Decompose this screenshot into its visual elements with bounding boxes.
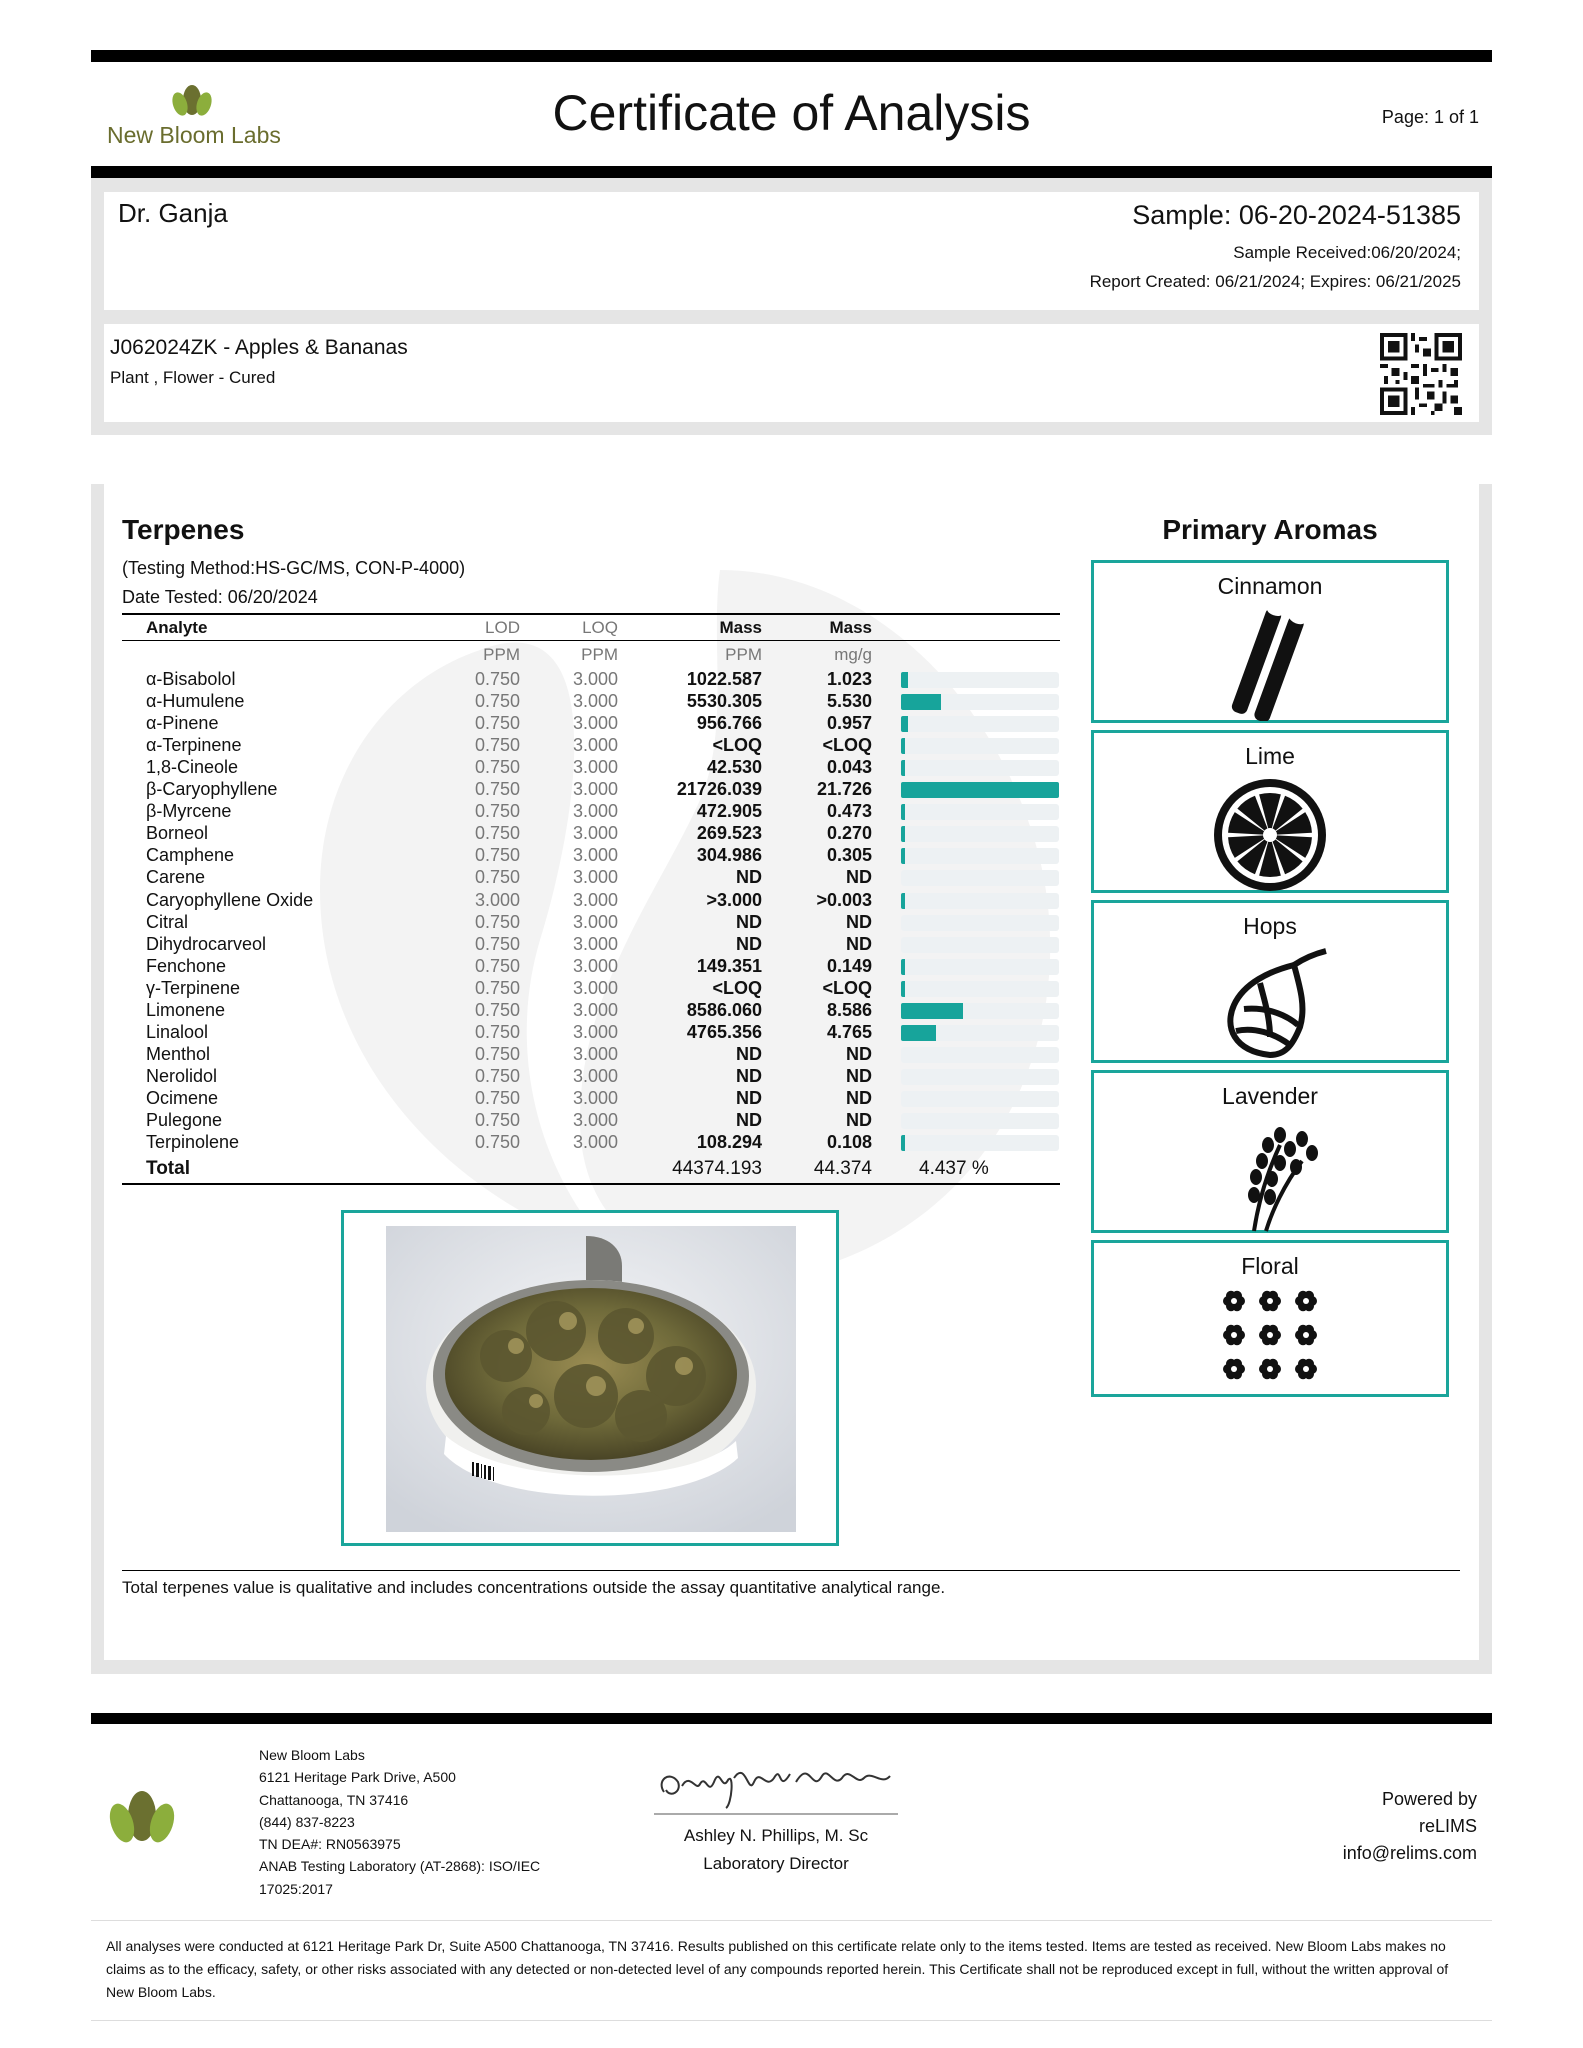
mass-mg-value: <LOQ — [822, 977, 872, 998]
concentration-bar — [901, 782, 1059, 798]
analyte-name: Camphene — [146, 845, 235, 866]
lod-value: 0.750 — [474, 823, 520, 844]
loq-value: 3.000 — [572, 1132, 618, 1153]
lab-street: 6121 Heritage Park Drive, A500 — [259, 1769, 456, 1786]
mass-mg-value: ND — [846, 1065, 872, 1086]
lod-value: 0.750 — [474, 977, 520, 998]
table-row — [0, 691, 1100, 713]
aroma-card-lavender — [1091, 1070, 1449, 1233]
hops-icon — [1094, 947, 1446, 1063]
mass-ppm-value: ND — [736, 1110, 762, 1130]
table-row — [0, 1088, 1100, 1110]
unit-mass-mg: mg/g — [834, 645, 872, 664]
concentration-bar — [901, 716, 908, 732]
cinnamon-icon — [1094, 609, 1446, 721]
table-row — [0, 669, 1100, 691]
mass-ppm-value: 304.986 — [696, 845, 762, 866]
footer-rule — [91, 1713, 1492, 1724]
table-row — [0, 801, 1100, 823]
analyte-name: Limonene — [146, 999, 226, 1020]
lime-icon — [1094, 777, 1446, 893]
table-row — [0, 1022, 1100, 1044]
analyte-name: β-Caryophyllene — [146, 779, 278, 800]
concentration-bar-track — [901, 848, 1059, 864]
mass-ppm-value: 1022.587 — [686, 669, 762, 689]
loq-value: 3.000 — [572, 845, 618, 866]
analyte-name: Caryophyllene Oxide — [146, 889, 314, 910]
mass-mg-value: 8.586 — [826, 999, 872, 1020]
table-row — [0, 867, 1100, 889]
mass-mg-value: ND — [846, 933, 872, 954]
mass-ppm-value: >3.000 — [706, 889, 762, 910]
table-row — [0, 713, 1100, 735]
concentration-bar — [901, 804, 905, 820]
table-bottom-rule — [122, 1183, 1060, 1185]
lab-city: Chattanooga, TN 37416 — [259, 1791, 409, 1808]
table-row — [0, 779, 1100, 801]
analyte-name: Ocimene — [146, 1087, 219, 1108]
mass-mg-value: ND — [846, 1043, 872, 1064]
aroma-label: Hops — [1243, 913, 1297, 939]
mass-ppm-value: 42.530 — [706, 757, 762, 778]
lod-value: 0.750 — [474, 1110, 520, 1130]
concentration-bar — [901, 826, 905, 842]
mass-mg-value: <LOQ — [822, 735, 872, 756]
table-row — [0, 890, 1100, 912]
concentration-bar-track — [901, 694, 1059, 710]
loq-value: 3.000 — [572, 1110, 618, 1130]
concentration-bar — [901, 893, 905, 909]
col-analyte: Analyte — [146, 618, 208, 637]
concentration-bar-track — [901, 1091, 1059, 1107]
lab-dea: TN DEA#: RN0563975 — [259, 1836, 401, 1853]
concentration-bar — [901, 1135, 905, 1151]
powered-by-label: Powered by — [1381, 1789, 1477, 1809]
concentration-bar-track — [901, 959, 1059, 975]
loq-value: 3.000 — [572, 889, 618, 910]
disclaimer-rule — [91, 1920, 1492, 1921]
analyte-name: Nerolidol — [146, 1065, 218, 1086]
concentration-bar — [901, 959, 905, 975]
analyte-name: γ-Terpinene — [146, 977, 241, 998]
note-rule — [122, 1570, 1460, 1571]
mass-ppm-value: 269.523 — [696, 823, 762, 844]
table-row — [0, 757, 1100, 779]
loq-value: 3.000 — [572, 1087, 618, 1108]
loq-value: 3.000 — [572, 669, 618, 689]
lod-value: 0.750 — [474, 1021, 520, 1042]
unit-loq: PPM — [581, 645, 618, 664]
table-top-rule — [122, 613, 1060, 615]
table-row — [0, 1132, 1100, 1154]
aroma-label: Floral — [1241, 1253, 1299, 1279]
mass-mg-value: 21.726 — [816, 779, 872, 800]
loq-value: 3.000 — [572, 1043, 618, 1064]
lab-accreditation-2: 17025:2017 — [259, 1880, 333, 1897]
sample-received: Sample Received:06/20/2024; — [1233, 243, 1461, 262]
lod-value: 0.750 — [474, 669, 520, 689]
analyte-name: α-Humulene — [146, 691, 245, 712]
product-photo — [386, 1226, 796, 1532]
mass-mg-value: ND — [846, 867, 872, 888]
aroma-card-cinnamon — [1091, 560, 1449, 723]
mass-ppm-value: 4765.356 — [686, 1021, 762, 1042]
terpenes-note: Total terpenes value is qualitative and includes concentrations outside the assay quantitative analytical range. — [122, 1578, 946, 1597]
mass-ppm-value: 108.294 — [696, 1132, 762, 1153]
lod-value: 0.750 — [474, 713, 520, 734]
col-mass-ppm: Mass — [719, 618, 762, 637]
unit-lod: PPM — [483, 645, 520, 664]
header-rule — [91, 166, 1492, 178]
loq-value: 3.000 — [572, 1021, 618, 1042]
concentration-bar-track — [901, 716, 1059, 732]
analyte-name: β-Myrcene — [146, 801, 232, 822]
aroma-card-hops — [1091, 900, 1449, 1063]
qr-code-icon — [1380, 333, 1462, 415]
mass-mg-value: ND — [846, 1087, 872, 1108]
unit-mass-ppm: PPM — [725, 645, 762, 664]
loq-value: 3.000 — [572, 735, 618, 756]
mass-mg-value: ND — [846, 911, 872, 932]
analyte-name: Dihydrocarveol — [146, 933, 267, 954]
mass-ppm-value: 8586.060 — [686, 999, 762, 1020]
concentration-bar-track — [901, 1135, 1059, 1151]
concentration-bar-track — [901, 981, 1059, 997]
analyte-name: Fenchone — [146, 955, 227, 976]
mass-mg-value: 0.270 — [826, 823, 872, 844]
col-loq: LOQ — [582, 618, 618, 637]
report-dates: Report Created: 06/21/2024; Expires: 06/21/2025 — [1089, 272, 1461, 291]
aroma-label: Cinnamon — [1217, 573, 1323, 599]
page-number: Page: 1 of 1 — [1381, 107, 1479, 127]
loq-value: 3.000 — [572, 757, 618, 778]
powered-by-vendor: reLIMS — [1418, 1816, 1477, 1836]
client-name: Dr. Ganja — [118, 198, 228, 228]
page-title: Certificate of Analysis — [552, 85, 1031, 141]
table-row — [0, 845, 1100, 867]
lavender-icon — [1094, 1115, 1446, 1233]
product-name: J062024ZK - Apples & Bananas — [110, 336, 408, 359]
lod-value: 0.750 — [474, 867, 520, 888]
mass-mg-value: 1.023 — [826, 669, 872, 689]
mass-ppm-value: 472.905 — [696, 801, 762, 822]
concentration-bar-track — [901, 1113, 1059, 1129]
concentration-bar-track — [901, 1047, 1059, 1063]
disclaimer: All analyses were conducted at 6121 Heritage Park Dr, Suite A500 Chattanooga, TN 37416. Results published on this certificate relate only to the items tested. Items are tested as received. New Bloom Labs makes no claims as to the efficacy, safety, or other risks associated with any detected or non-detected level of any compounds reported herein. This Certificate shall not be reproduced except in full, without the written approval of New Bloom Labs. — [106, 1938, 1449, 2000]
lod-value: 0.750 — [474, 1043, 520, 1064]
table-row — [0, 1044, 1100, 1066]
concentration-bar-track — [901, 893, 1059, 909]
mass-mg-value: 0.473 — [826, 801, 872, 822]
mass-ppm-value: <LOQ — [712, 977, 762, 998]
bottom-rule — [91, 2020, 1492, 2021]
loq-value: 3.000 — [572, 977, 618, 998]
concentration-bar-track — [901, 1003, 1059, 1019]
mass-mg-value: 5.530 — [826, 691, 872, 712]
sample-id: Sample: 06-20-2024-51385 — [1132, 200, 1461, 230]
date-tested: Date Tested: 06/20/2024 — [122, 587, 318, 607]
lab-accreditation: ANAB Testing Laboratory (AT-2868): ISO/IEC — [259, 1858, 541, 1875]
lod-value: 0.750 — [474, 933, 520, 954]
analyte-name: Carene — [146, 867, 206, 888]
lod-value: 0.750 — [474, 1132, 520, 1153]
mass-ppm-value: ND — [736, 933, 762, 954]
concentration-bar-track — [901, 738, 1059, 754]
concentration-bar-track — [901, 915, 1059, 931]
table-row — [0, 912, 1100, 934]
aroma-card-lime — [1091, 730, 1449, 893]
mass-ppm-value: 5530.305 — [686, 691, 762, 712]
logo-text: New Bloom Labs — [107, 122, 281, 148]
testing-method: (Testing Method:HS-GC/MS, CON-P-4000) — [122, 558, 466, 578]
aroma-label: Lime — [1245, 743, 1295, 769]
mass-ppm-value: ND — [736, 911, 762, 932]
analyte-name: Menthol — [146, 1043, 211, 1064]
signature — [650, 1752, 902, 1816]
analyte-name: Linalool — [146, 1021, 209, 1042]
table-row — [0, 1066, 1100, 1088]
lab-name: New Bloom Labs — [259, 1747, 365, 1763]
concentration-bar — [901, 1003, 963, 1019]
mass-mg-value: ND — [846, 1110, 872, 1130]
mass-mg-value: 0.043 — [826, 757, 872, 778]
signer-name: Ashley N. Phillips, M. Sc — [683, 1826, 869, 1845]
concentration-bar — [901, 694, 941, 710]
loq-value: 3.000 — [572, 691, 618, 712]
lod-value: 0.750 — [474, 955, 520, 976]
concentration-bar — [901, 981, 905, 997]
analyte-name: Borneol — [146, 823, 209, 844]
powered-by — [1343, 1786, 1477, 1867]
lod-value: 0.750 — [474, 911, 520, 932]
top-rule — [91, 50, 1492, 62]
loq-value: 3.000 — [572, 999, 618, 1020]
aroma-card-floral — [1091, 1240, 1449, 1397]
concentration-bar-track — [901, 1069, 1059, 1085]
mass-ppm-value: ND — [736, 1087, 762, 1108]
floral-icon — [1094, 1287, 1446, 1397]
footer-logo-icon — [104, 1790, 180, 1848]
table-row — [0, 823, 1100, 845]
mass-ppm-value: 21726.039 — [676, 779, 762, 800]
concentration-bar-track — [901, 870, 1059, 886]
analyte-name: α-Terpinene — [146, 735, 242, 756]
loq-value: 3.000 — [572, 1065, 618, 1086]
lod-value: 0.750 — [474, 801, 520, 822]
lod-value: 0.750 — [474, 999, 520, 1020]
table-row — [0, 934, 1100, 956]
loq-value: 3.000 — [572, 801, 618, 822]
loq-value: 3.000 — [572, 867, 618, 888]
table-row — [0, 978, 1100, 1000]
loq-value: 3.000 — [572, 955, 618, 976]
analyte-name: Citral — [146, 911, 189, 932]
lab-address — [259, 1744, 540, 1900]
analyte-name: Pulegone — [146, 1110, 223, 1130]
aroma-label: Lavender — [1222, 1083, 1318, 1109]
table-row — [0, 735, 1100, 757]
lod-value: 0.750 — [474, 757, 520, 778]
total-label: Total — [146, 1158, 190, 1179]
mass-mg-value: >0.003 — [816, 889, 872, 910]
lod-value: 3.000 — [474, 889, 520, 910]
loq-value: 3.000 — [572, 933, 618, 954]
mass-mg-value: 0.149 — [826, 955, 872, 976]
lab-phone: (844) 837-8223 — [259, 1813, 355, 1830]
total-percent: 4.437 % — [919, 1158, 989, 1179]
mass-ppm-value: <LOQ — [712, 735, 762, 756]
concentration-bar — [901, 672, 908, 688]
loq-value: 3.000 — [572, 823, 618, 844]
concentration-bar — [901, 760, 905, 776]
product-type: Plant , Flower - Cured — [110, 368, 276, 387]
concentration-bar-track — [901, 937, 1059, 953]
aromas-heading: Primary Aromas — [1162, 514, 1378, 545]
col-lod: LOD — [485, 618, 520, 637]
mass-ppm-value: 149.351 — [696, 955, 762, 976]
mass-ppm-value: ND — [736, 867, 762, 888]
lod-value: 0.750 — [474, 845, 520, 866]
loq-value: 3.000 — [572, 713, 618, 734]
col-mass-mg: Mass — [829, 618, 872, 637]
concentration-bar — [901, 1025, 936, 1041]
lod-value: 0.750 — [474, 1087, 520, 1108]
analyte-name: 1,8-Cineole — [146, 757, 239, 778]
concentration-bar-track — [901, 826, 1059, 842]
concentration-bar-track — [901, 1025, 1059, 1041]
lod-value: 0.750 — [474, 779, 520, 800]
mass-ppm-value: ND — [736, 1043, 762, 1064]
concentration-bar — [901, 848, 905, 864]
table-row — [0, 1000, 1100, 1022]
table-row — [0, 956, 1100, 978]
mass-mg-value: 0.305 — [826, 845, 872, 866]
loq-value: 3.000 — [572, 911, 618, 932]
lod-value: 0.750 — [474, 735, 520, 756]
loq-value: 3.000 — [572, 779, 618, 800]
analyte-name: α-Bisabolol — [146, 669, 236, 689]
total-ppm: 44374.193 — [672, 1158, 762, 1179]
mass-ppm-value: ND — [736, 1065, 762, 1086]
table-row — [0, 1110, 1100, 1132]
concentration-bar-track — [901, 760, 1059, 776]
terpenes-heading: Terpenes — [122, 514, 245, 545]
concentration-bar-track — [901, 782, 1059, 798]
mass-mg-value: 0.108 — [826, 1132, 872, 1153]
concentration-bar-track — [901, 804, 1059, 820]
mass-mg-value: 4.765 — [826, 1021, 872, 1042]
lod-value: 0.750 — [474, 691, 520, 712]
powered-by-email[interactable]: info@relims.com — [1342, 1843, 1477, 1863]
total-mg: 44.374 — [813, 1158, 872, 1179]
mass-ppm-value: 956.766 — [696, 713, 762, 734]
lod-value: 0.750 — [474, 1065, 520, 1086]
signer-role: Laboratory Director — [703, 1854, 849, 1873]
table-header-rule — [122, 640, 1060, 641]
mass-mg-value: 0.957 — [826, 713, 872, 734]
concentration-bar-track — [901, 672, 1059, 688]
analyte-name: α-Pinene — [146, 713, 219, 734]
concentration-bar — [901, 738, 905, 754]
analyte-name: Terpinolene — [146, 1132, 240, 1153]
